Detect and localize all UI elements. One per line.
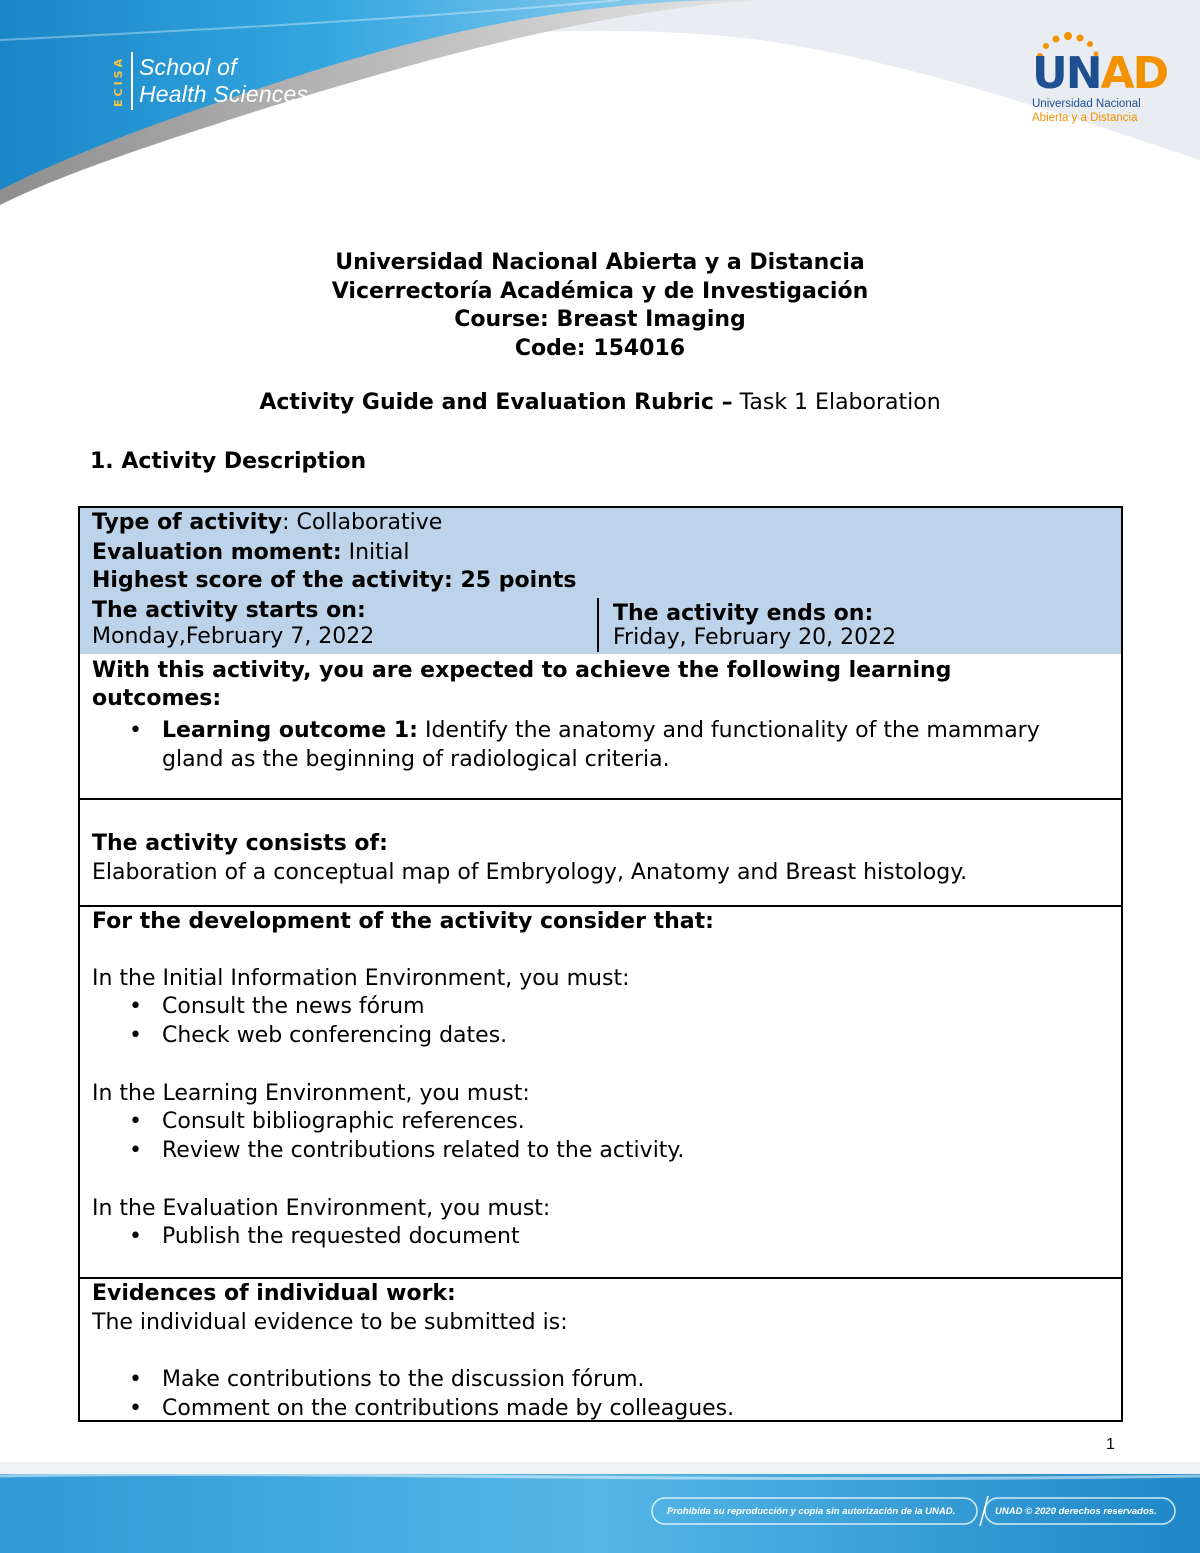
guide-title-task: Task 1 Elaboration: [732, 390, 941, 415]
school-name-line1: School of: [139, 54, 237, 80]
list-item: • Comment on the contributions made by colleagues.: [92, 1394, 734, 1423]
env1-intro: In the Initial Information Environment, you must:: [92, 966, 630, 991]
unad-logo-line2: Abierta y a Distancia: [1032, 112, 1138, 124]
outcomes-list: [92, 716, 1112, 774]
list-item: • Consult bibliographic references.: [92, 1107, 684, 1136]
page-number: 1: [1106, 1436, 1115, 1453]
activity-consists-cell: [80, 800, 1121, 906]
consists-text: Elaboration of a conceptual map of Embryology, Anatomy and Breast histology.: [92, 860, 968, 885]
school-logo-divider: [131, 52, 133, 110]
course-code: Code: 154016: [514, 335, 686, 361]
end-date: Friday, February 20, 2022: [613, 625, 897, 650]
env3-list: [92, 1222, 520, 1251]
end-label: The activity ends on:: [613, 601, 874, 626]
env3-intro: In the Evaluation Environment, you must:: [92, 1196, 551, 1221]
footer-copyright: UNAD © 2020 derechos reservados.: [995, 1506, 1157, 1517]
list-item: • Review the contributions related to the activity.: [92, 1136, 684, 1165]
evidence-list: [92, 1365, 734, 1423]
development-cell: [80, 907, 1121, 1277]
title-block: [0, 249, 1200, 363]
list-item: • Consult the news fórum: [92, 992, 507, 1021]
evaluation-moment: Evaluation moment: Initial: [92, 540, 410, 565]
activity-table: [78, 506, 1123, 1422]
development-heading: For the development of the activity consider that:: [92, 909, 714, 934]
guide-title: [0, 390, 1200, 415]
consists-heading: The activity consists of:: [92, 831, 388, 856]
start-date: Monday,February 7, 2022: [92, 624, 375, 649]
evidence-intro: The individual evidence to be submitted is:: [92, 1310, 568, 1335]
footer-notice: Prohibida su reproducción y copia sin autorización de la UNAD.: [667, 1506, 956, 1517]
university-name: Universidad Nacional Abierta y a Distancia: [335, 250, 865, 275]
env2-list: [92, 1107, 684, 1165]
activity-type: Type of activity: Collaborative: [92, 510, 443, 535]
list-item: • Publish the requested document: [92, 1222, 520, 1251]
date-divider: [597, 598, 599, 652]
unad-logo-word: UNAD: [1032, 48, 1168, 99]
header-banner: [0, 0, 1200, 230]
school-name-line2: Health Sciences: [139, 81, 309, 107]
start-label: The activity starts on:: [92, 598, 366, 623]
section-title: 1. Activity Description: [90, 449, 367, 474]
learning-outcome-1: • Learning outcome 1: Identify the anatomy and functionality of the mammary gland as the beginning of radiological criteria.: [92, 716, 1112, 774]
evidence-cell: [80, 1279, 1121, 1420]
school-logo: [112, 52, 308, 110]
learning-outcomes-cell: [80, 654, 1121, 798]
env2-intro: In the Learning Environment, you must:: [92, 1081, 530, 1106]
list-item: • Make contributions to the discussion fórum.: [92, 1365, 734, 1394]
unad-logo: [1032, 28, 1168, 128]
guide-title-bold: Activity Guide and Evaluation Rubric –: [259, 390, 733, 415]
env1-list: [92, 992, 507, 1050]
activity-info-cell: [80, 508, 1121, 654]
course-name: Course: Breast Imaging: [454, 307, 746, 332]
unad-logo-line1: Universidad Nacional: [1032, 98, 1141, 110]
outcomes-heading-line2: outcomes:: [92, 686, 222, 711]
evidence-heading: Evidences of individual work:: [92, 1281, 456, 1306]
school-name: [139, 54, 308, 108]
vice-rectory: Vicerrectoría Académica y de Investigación: [331, 278, 869, 304]
outcomes-heading-line1: With this activity, you are expected to achieve the following learning: [92, 658, 952, 683]
highest-score: Highest score of the activity: 25 points: [92, 568, 577, 593]
list-item: • Check web conferencing dates.: [92, 1021, 507, 1050]
ecisa-label: ECISA: [112, 55, 125, 107]
